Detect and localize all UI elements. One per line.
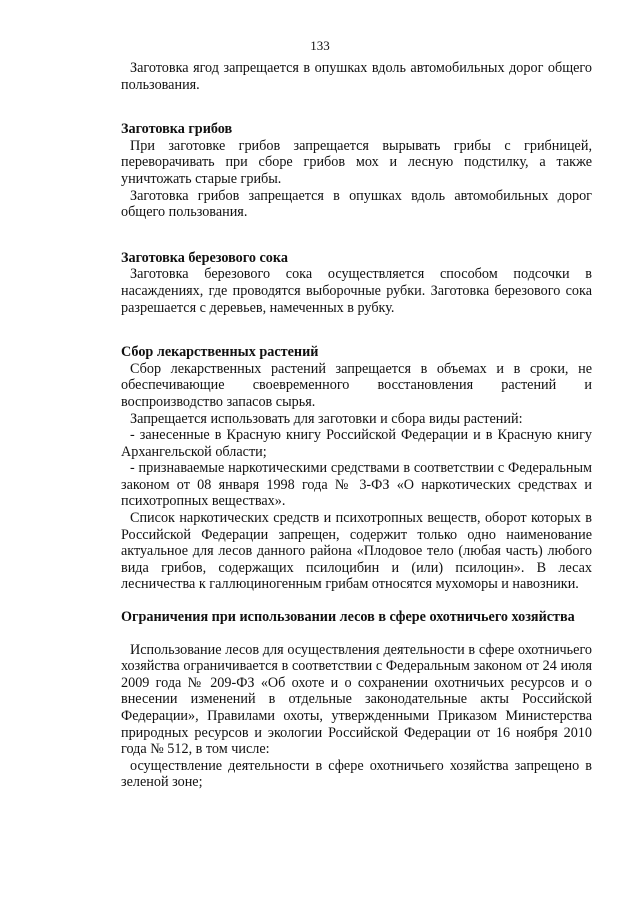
list-item-red-book: - занесенные в Красную книгу Российской Федерации и в Красную книгу Архангельской области;	[121, 427, 592, 460]
paragraph-hunting-law: Использование лесов для осуществления деятельности в сфере охотничьего хозяйства ограничивается в соответствии с Федеральным законом от 24 июля 2009 года № 209-ФЗ «Об охоте и о сохранении охотничьих ресурсов и о внесении изменений в отдельные законодательные акты Российской Федерации», Правилами охоты, утвержденными Приказом Министерства природных ресурсов и экологии Российской Федерации от 16 ноября 2010 года № 512, в том числе:	[121, 641, 592, 758]
paragraph-mushrooms-rules: При заготовке грибов запрещается вырывать грибы с грибницей, переворачивать при сборе грибов мох и лесную подстилку, а также уничтожать старые грибы.	[121, 137, 592, 187]
heading-medicinal-plants: Сбор лекарственных растений	[121, 344, 319, 361]
paragraph-berries-roadside: Заготовка ягод запрещается в опушках вдоль автомобильных дорог общего пользования.	[121, 60, 592, 93]
heading-birch-sap: Заготовка березового сока	[121, 249, 288, 266]
paragraph-green-zone: осуществление деятельности в сфере охотничьего хозяйства запрещено в зеленой зоне;	[121, 757, 592, 791]
list-item-narcotic: - признаваемые наркотическими средствами в соответствии с Федеральным законом от 08 января 1998 года № 3-ФЗ «О наркотических средствах и психотропных веществах».	[121, 460, 592, 510]
spacer	[121, 221, 592, 238]
page-body	[121, 60, 592, 791]
heading-hunting: Ограничения при использовании лесов в сфере охотничьего хозяйства	[121, 609, 575, 626]
paragraph-birch-sap: Заготовка березового сока осуществляется способом подсочки в насаждениях, где проводятся выборочные рубки. Заготовка березового сока разрешается с деревьев, намеченных в рубку.	[121, 266, 592, 316]
paragraph-plants-prohibited: Запрещается использовать для заготовки и сбора виды растений:	[130, 410, 523, 427]
paragraph-plants-volumes: Сбор лекарственных растений запрещается в объемах и в сроки, не обеспечивающие своевременного восстановления растений и воспроизводство запасов сырья.	[121, 360, 592, 410]
heading-mushrooms: Заготовка грибов	[121, 121, 233, 138]
paragraph-narcotic-list: Список наркотических средств и психотропных веществ, оборот которых в Российской Федерации запрещен, содержит только одно наименование актуальное для лесов данного района «Плодовое тело (любая часть) любого вида грибов, содержащих псилоцибин и (или) псилоцин». В лесах лесничества к галлюциногенным грибам относятся мухоморы и навозники.	[121, 510, 592, 593]
spacer	[121, 93, 592, 109]
paragraph-mushrooms-roadside: Заготовка грибов запрещается в опушках вдоль автомобильных дорог общего пользования.	[121, 187, 592, 221]
page-number: 133	[310, 38, 330, 53]
spacer	[121, 316, 592, 332]
